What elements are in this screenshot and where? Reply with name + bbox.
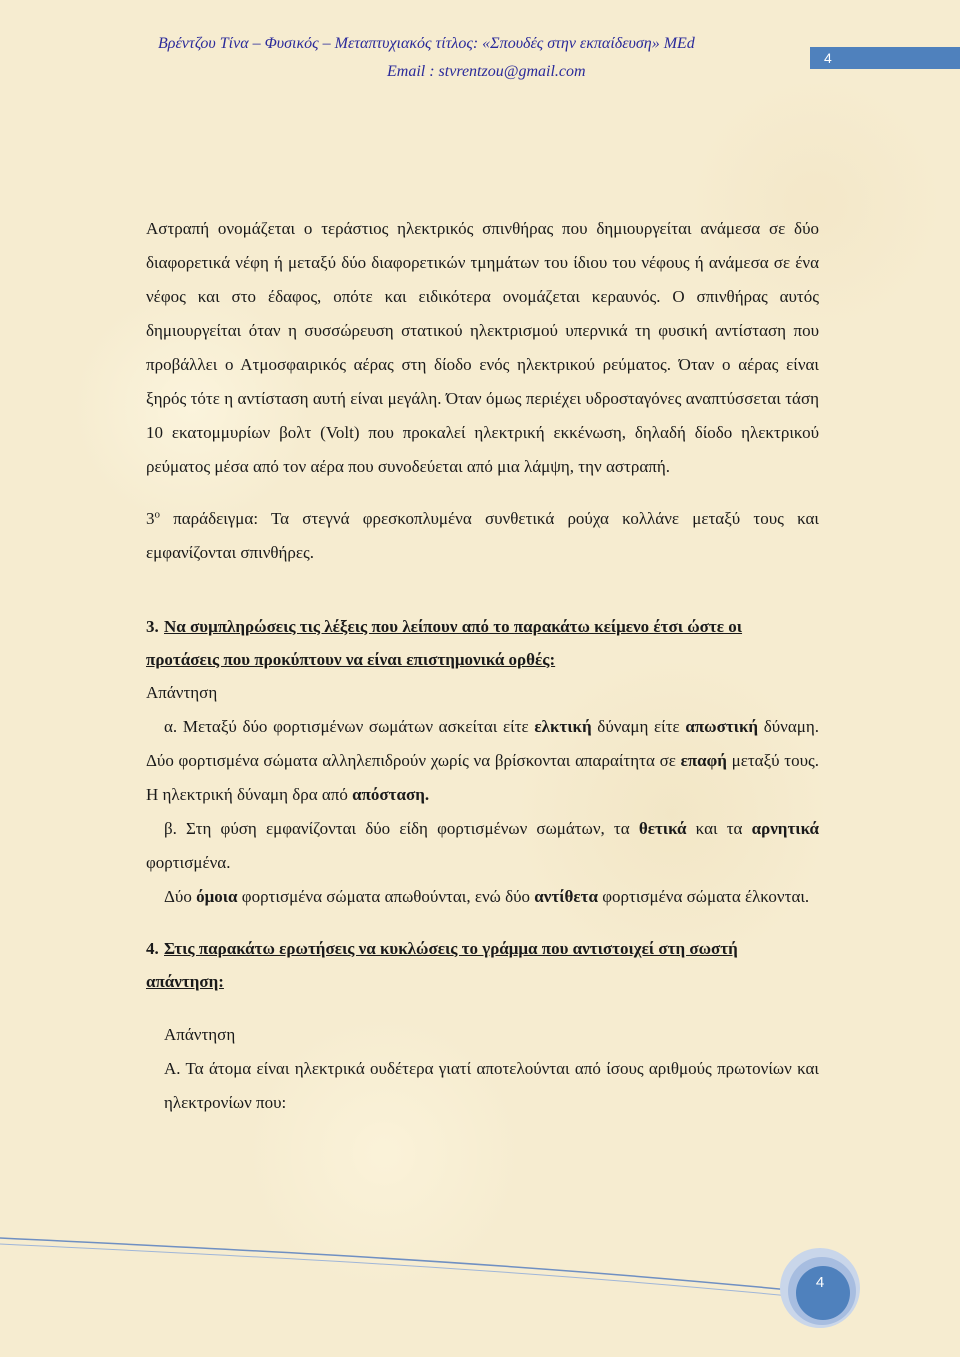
answer-label-2: Απάντηση: [164, 1025, 236, 1044]
blank-similar: όμοια: [196, 887, 238, 906]
paragraph-lightning: Αστραπή ονομάζεται ο τεράστιος ηλεκτρικός σπινθήρας που δημιουργείται ανάμεσα σε δύο διαφορετικά νέφη ή μεταξύ δύο διαφορετικών τμημάτων του ίδιου του νέφους ή ανάμεσα σε ένα νέφος και στο έδαφος, οπότε και ειδικότερα ονομάζεται κεραυνός. Ο σπινθήρας αυτός δημιουργείται όταν η συσσώρευση στατικού ηλεκτρισμού υπερνικά τη φυσική αντίσταση που προβάλλει ο Ατμοσφαιρικός αέρας στη δίοδο ενός ηλεκτρικού ρεύματος. Όταν ο αέρας είναι ξηρός τότε η αντίσταση αυτή είναι μεγάλη. Όταν όμως περιέχει υδροσταγόνες αναπτύσσεται τάση 10 εκατομμυρίων βολτ (Volt) που προκαλεί ηλεκτρική εκκένωση, δηλαδή δίοδο ηλεκτρικού ρεύματος μέσα από τον αέρα που συνοδεύεται από μια λάμψη, την αστραπή.: [146, 219, 819, 476]
blank-contact: επαφή: [680, 751, 727, 770]
answer-alpha: α. Μεταξύ δύο φορτισμένων σωμάτων ασκείται είτε ελκτική δύναμη είτε απωστική δύναμη. Δύο φορτισμένα σώματα αλληλεπιδρούν χωρίς να βρίσκονται απαραίτητα σε επαφή μεταξύ τους. Η ηλεκτρική δύναμη δρα από απόσταση.: [146, 717, 820, 804]
question-3-number: 3.: [146, 617, 159, 636]
example-text: παράδειγμα: Τα στεγνά φρεσκοπλυμένα συνθετικά ρούχα κολλάνε μεταξύ τους και εμφανίζονται σπινθήρες.: [146, 509, 819, 562]
question-3-heading: [146, 610, 819, 676]
header-page-tab: [810, 47, 960, 69]
blank-repulsive: απωστική: [685, 717, 759, 736]
paragraph-example-3: [146, 502, 819, 570]
blank-negative: αρνητικά: [751, 819, 820, 838]
answer-beta: β. Στη φύση εμφανίζονται δύο είδη φορτισμένων σωμάτων, τα θετικά και τα αρνητικά φορτισμένα.: [146, 819, 820, 872]
question-4-number: 4.: [146, 939, 159, 958]
blank-opposite: αντίθετα: [534, 887, 598, 906]
answer-gamma: Δύο όμοια φορτισμένα σώματα απωθούνται, ενώ δύο αντίθετα φορτισμένα σώματα έλκονται.: [164, 887, 810, 906]
example-superscript: ο: [154, 508, 160, 521]
header-email-line: Email : stvrentzou@gmail.com: [387, 63, 586, 80]
header-author-line: Βρέντζου Τίνα – Φυσικός – Μεταπτυχιακός τίτλος: «Σπουδές στην εκπαίδευση» MEd: [158, 35, 695, 52]
answer-A: Α. Τα άτομα είναι ηλεκτρικά ουδέτερα γιατί αποτελούνται από ίσους αριθμούς πρωτονίων και ηλεκτρονίων που:: [164, 1059, 819, 1112]
blank-distance: απόσταση.: [352, 785, 430, 804]
blank-attractive: ελκτική: [534, 717, 592, 736]
footer-page-number: 4: [815, 1274, 825, 1291]
question-4-heading: [146, 932, 819, 998]
question-3-text: Να συμπληρώσεις τις λέξεις που λείπουν από το παρακάτω κείμενο έτσι ώστε οι προτάσεις που προκύπτουν να είναι επιστημονικά ορθές:: [146, 617, 743, 669]
document-body: [146, 212, 819, 1120]
question-4-text: Στις παρακάτω ερωτήσεις να κυκλώσεις το γράμμα που αντιστοιχεί στη σωστή απάντηση:: [146, 939, 738, 991]
answer-label: Απάντηση: [146, 683, 218, 702]
blank-positive: θετικά: [638, 819, 687, 838]
example-number: 3: [146, 509, 155, 528]
header-page-number: 4: [824, 50, 832, 66]
